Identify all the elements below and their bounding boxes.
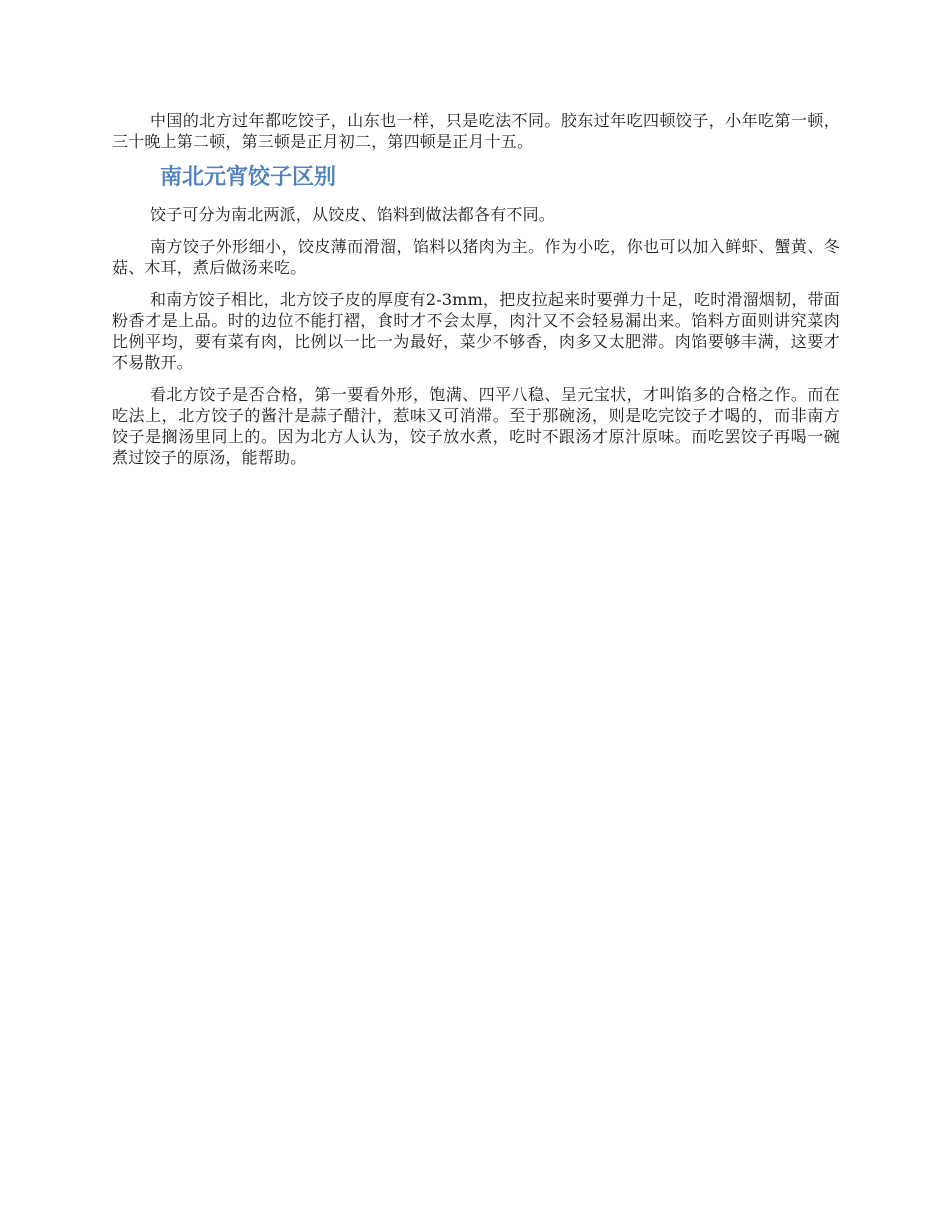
paragraph-4: 看北方饺子是否合格，第一要看外形，饱满、四平八稳、呈元宝状，才叫馅多的合格之作。而在吃法上，北方饺子的酱汁是蒜子醋汁，惹味又可消滞。至于那碗汤，则是吃完饺子才喝的，而非南方饺子是搁汤里同上的。因为北方人认为，饺子放水煮，吃时不跟汤才原汁原味。而吃罢饺子再喝一碗煮过饺子的原汤，能帮助。 bbox=[112, 385, 840, 467]
document-page bbox=[112, 110, 840, 479]
paragraph-3: 和南方饺子相比，北方饺子皮的厚度有2-3mm，把皮拉起来时要弹力十足，吃时滑溜烟韧，带面粉香才是上品。时的边位不能打褶，食时才不会太厚，肉汁又不会轻易漏出来。馅料方面则讲究菜肉比例平均，要有菜有肉，比例以一比一为最好，菜少不够香，肉多又太肥滞。肉馅要够丰满，这要才不易散开。 bbox=[112, 290, 840, 372]
paragraph-1: 饺子可分为南北两派，从饺皮、馅料到做法都各有不同。 bbox=[150, 205, 556, 224]
section-heading: 南北元宵饺子区别 bbox=[160, 165, 337, 190]
paragraph-2: 南方饺子外形细小，饺皮薄而滑溜，馅料以猪肉为主。作为小吃，你也可以加入鲜虾、蟹黄、冬菇、木耳，煮后做汤来吃。 bbox=[112, 237, 840, 277]
intro-paragraph: 中国的北方过年都吃饺子，山东也一样，只是吃法不同。胶东过年吃四顿饺子，小年吃第一顿，三十晚上第二顿，第三顿是正月初二，第四顿是正月十五。 bbox=[112, 111, 840, 151]
